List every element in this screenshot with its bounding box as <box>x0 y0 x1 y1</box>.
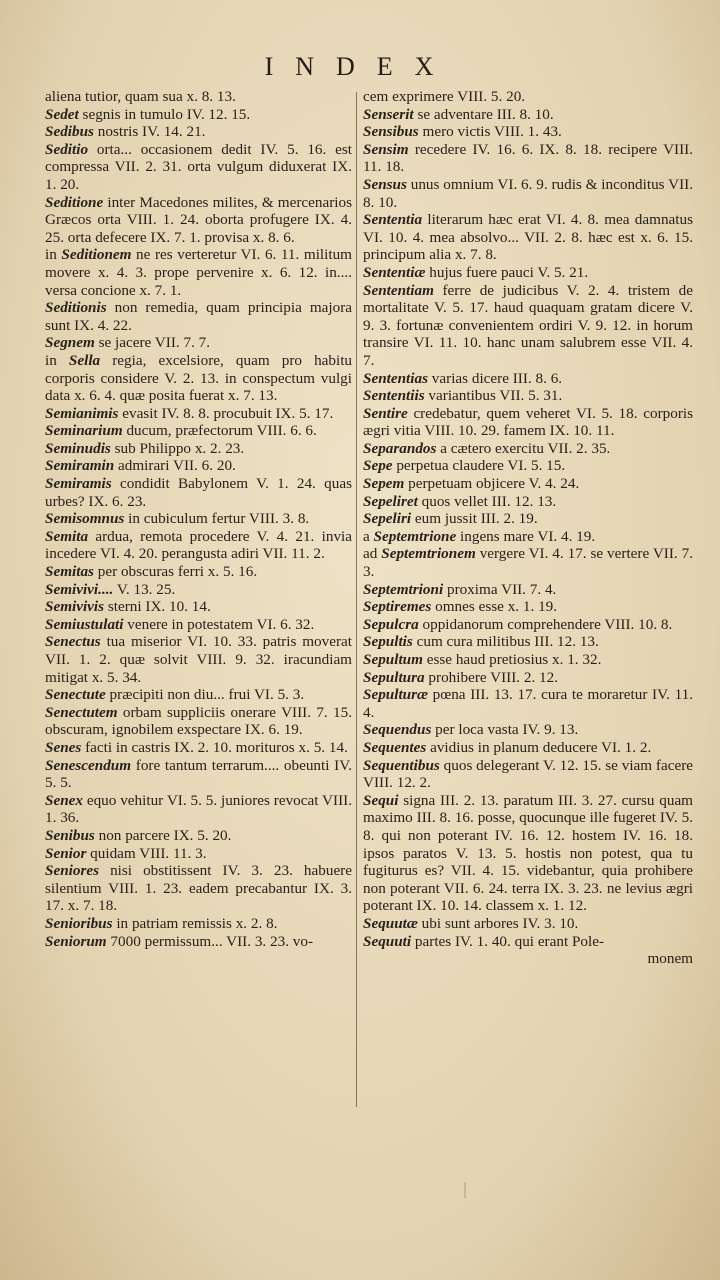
entry-headword: Sequi <box>363 791 399 809</box>
entry-headword: Sequendus <box>363 721 432 739</box>
index-entry <box>363 440 693 458</box>
entry-references: omnes esse x. 1. 19. <box>435 598 558 616</box>
index-entry <box>363 792 693 915</box>
entry-preposition: in <box>45 246 57 264</box>
index-entry <box>45 422 352 440</box>
entry-headword: Seditionis <box>45 299 107 317</box>
entry-references: fore tantum terrarum.... obeunti IV. 5. 5. <box>45 756 352 792</box>
index-entry <box>45 334 352 352</box>
index-entry <box>45 792 352 827</box>
continuation-line: aliena tutior, quam sua x. 8. 13. <box>45 88 236 105</box>
index-entry <box>363 475 693 493</box>
index-entry <box>363 598 693 616</box>
entry-references: literarum hæc erat VI. 4. 8. mea damnatus VI. 10. 4. mea absolvo... VII. 2. 8. hæc est x. 6. 15. principum alia x. 7. 8. <box>363 211 694 264</box>
entry-references: hujus fuere pauci V. 5. 21. <box>429 263 589 281</box>
entry-headword: Sententiæ <box>363 263 426 281</box>
index-entry <box>45 739 352 757</box>
index-entry <box>45 194 352 247</box>
entry-headword: Seminarium <box>45 422 123 440</box>
index-entry <box>45 352 352 405</box>
entry-references: proxima VII. 7. 4. <box>446 580 557 598</box>
entry-headword: Senectus <box>45 633 101 651</box>
entry-headword: Seditionem <box>61 246 132 264</box>
entry-references: ne res verteretur VI. 6. 11. militum movere x. 4. 3. prope pervenire x. 6. 12. in.... versa concione x. 7. 1. <box>45 246 352 299</box>
index-entry <box>45 757 352 792</box>
entry-references: condidit Babylonem V. 1. 24. quas urbes? IX. 6. 23. <box>45 475 352 510</box>
entry-headword: Senserit <box>363 105 414 123</box>
entry-headword: Seniorum <box>45 932 107 950</box>
entry-headword: Sequutæ <box>363 914 418 932</box>
entry-references: variantibus VII. 5. 31. <box>428 387 563 405</box>
index-entry <box>363 123 693 141</box>
index-entry <box>363 176 693 211</box>
index-entry <box>363 757 693 792</box>
entry-references: ingens mare VI. 4. 19. <box>460 527 596 545</box>
entry-headword: Sepultum <box>363 651 423 668</box>
entry-preposition: in <box>45 351 57 369</box>
entry-headword: Semiramis <box>45 475 112 493</box>
index-entry <box>45 598 352 616</box>
entry-references: perpetua claudere VI. 5. 15. <box>396 457 566 475</box>
index-entry <box>363 581 693 599</box>
entry-headword: Senex <box>45 791 83 809</box>
entry-references: quidam VIII. 11. 3. <box>90 844 207 862</box>
entry-references: se adventare III. 8. 10. <box>417 105 554 123</box>
entry-headword: Seditione <box>45 193 104 211</box>
entry-headword: Semita <box>45 527 89 545</box>
index-entry <box>45 686 352 704</box>
index-entry <box>45 862 352 915</box>
entry-references: ducum, præfectorum VIII. 6. 6. <box>126 422 317 440</box>
index-entry <box>45 475 352 510</box>
entry-headword: Sepultis <box>363 633 413 651</box>
index-entry <box>45 141 352 194</box>
entry-references: V. 13. 25. <box>116 580 176 598</box>
entry-headword: Sequentibus <box>363 756 440 774</box>
index-entry <box>45 616 352 634</box>
entry-references: vergere VI. 4. 17. se vertere VII. 7. 3. <box>363 545 694 581</box>
entry-references: orbam suppliciis onerare VIII. 7. 15. obscuram, ignobilem exspectare IX. 6. 19. <box>45 703 352 739</box>
entry-headword: Sensibus <box>363 123 419 141</box>
entry-headword: Senioribus <box>45 914 113 932</box>
index-entry <box>363 669 693 687</box>
entry-headword: Sequentes <box>363 738 427 756</box>
entry-references: pœna III. 13. 17. cura te moraretur IV. 11. 4. <box>363 686 693 721</box>
entry-references: ubi sunt arbores IV. 3. 10. <box>421 914 579 932</box>
entry-headword: Seniores <box>45 862 100 880</box>
entry-headword: Semivivis <box>45 598 105 616</box>
entry-headword: Sepeliri <box>363 510 412 528</box>
entry-headword: Sepeliret <box>363 492 418 510</box>
entry-headword: Sententias <box>363 369 428 387</box>
entry-references: non remedia, quam principia majora sunt IX. 4. 22. <box>45 299 352 334</box>
index-entry <box>45 440 352 458</box>
index-entry <box>363 106 693 124</box>
index-entry <box>363 739 693 757</box>
entry-headword: Sepultura <box>363 668 425 686</box>
index-entry <box>45 704 352 739</box>
index-entry <box>45 528 352 563</box>
index-entry <box>45 246 352 299</box>
entry-headword: Sedet <box>45 105 79 123</box>
entry-references: segnis in tumulo IV. 12. 15. <box>82 105 251 123</box>
entry-headword: Sedibus <box>45 123 94 141</box>
index-entry <box>363 633 693 651</box>
entry-headword: Sentire <box>363 404 408 422</box>
entry-headword: Sententiis <box>363 387 425 405</box>
index-entry <box>45 457 352 475</box>
entry-references: sub Philippo x. 2. 23. <box>114 439 245 457</box>
entry-references: mero victis VIII. 1. 43. <box>422 123 562 141</box>
entry-headword: Sella <box>68 351 101 369</box>
entry-references: præcipiti non diu... frui VI. 5. 3. <box>109 686 305 704</box>
index-entry <box>45 106 352 124</box>
entry-headword: Sepulturæ <box>363 686 428 704</box>
index-entry <box>45 827 352 845</box>
entry-headword: Sepe <box>363 457 393 475</box>
entry-references: venere in potestatem VI. 6. 32. <box>127 615 315 633</box>
entry-references: prohibere VIII. 2. 12. <box>428 668 559 686</box>
entry-references: per obscuras ferri x. 5. 16. <box>97 563 258 581</box>
entry-headword: Segnem <box>45 334 95 352</box>
index-entry <box>45 563 352 581</box>
page-mark <box>464 1182 466 1198</box>
index-entry <box>45 845 352 863</box>
entry-headword: Semiustulati <box>45 615 124 633</box>
entry-headword: Senes <box>45 738 82 756</box>
index-entry <box>363 651 693 669</box>
entry-references: esse haud pretiosius x. 1. 32. <box>426 651 602 668</box>
entry-references: non parcere IX. 5. 20. <box>98 826 232 844</box>
index-entry <box>363 510 693 528</box>
entry-references: orta... occasionem dedit IV. 5. 16. est compressa VII. 2. 31. orta vulgum diduxerat IX. 1. 20. <box>45 140 352 193</box>
index-entry <box>363 405 693 440</box>
index-entry <box>45 405 352 423</box>
entry-references: nostris IV. 14. 21. <box>97 123 206 141</box>
index-entry <box>363 933 693 951</box>
entry-references: admirari VII. 6. 20. <box>118 457 236 475</box>
entry-references: facti in castris IX. 2. 10. morituros x. 5. 14. <box>85 738 348 756</box>
entry-references: quos delegerant V. 12. 15. se viam facere VIII. 12. 2. <box>363 756 694 792</box>
index-entry <box>363 141 693 176</box>
entry-headword: Sepulcra <box>363 615 419 633</box>
index-entry <box>363 370 693 388</box>
entry-references: equo vehitur VI. 5. 5. juniores revocat VIII. 1. 36. <box>45 791 352 827</box>
page-header: INDEX <box>264 52 456 81</box>
entry-headword: Semianimis <box>45 404 119 422</box>
entry-headword: Septiremes <box>363 598 432 616</box>
entry-references: in cubiculum fertur VIII. 3. 8. <box>128 510 310 528</box>
entry-headword: Semisomnus <box>45 510 125 528</box>
entry-headword: Semivivi.... <box>45 580 114 598</box>
entry-preposition: ad <box>363 545 378 563</box>
entry-references: cum cura militibus III. 12. 13. <box>416 633 599 651</box>
index-entry <box>45 633 352 686</box>
index-entry <box>363 721 693 739</box>
entry-preposition: a <box>363 527 370 545</box>
left-entry-list <box>45 106 352 951</box>
index-entry <box>45 123 352 141</box>
index-entry <box>363 457 693 475</box>
entry-headword: Senibus <box>45 826 95 844</box>
entry-references: signa III. 2. 13. paratum III. 3. 27. cursu quam maximo III. 8. 16. posse, quocunque ille fugeret IV. 5. 8. qui non poterant IV. 16. 12. hostem IV. 16. 18. ipsos paratos V. 13. 5. hostis non potest, qua tu fugiturus es? VII. 4. 15. videbantur, quia prohibere non poterant VII. 6. 24. terra IX. 3. 23. ne levius ægri poterant IX. 10. 14. classem x. 1. 12. <box>363 791 694 915</box>
index-entry <box>45 581 352 599</box>
entry-headword: Separandos <box>363 439 437 457</box>
continuation-line: cem exprimere VIII. 5. 20. <box>363 88 526 105</box>
entry-references: sterni IX. 10. 14. <box>107 598 211 616</box>
entry-references: ardua, remota procedere V. 4. 21. invia incedere VI. 4. 20. perangusta adiri VII. 11. 2. <box>45 527 353 563</box>
entry-references: avidius in planum deducere VI. 1. 2. <box>430 738 652 756</box>
column-divider <box>356 92 357 1107</box>
entry-references: nisi obstitissent IV. 3. 23. habuere silentium VIII. 1. 23. eadem precabantur IX. 3. 17. x. 7. 18. <box>45 862 352 915</box>
index-entry <box>363 616 693 634</box>
entry-headword: Semiramin <box>45 457 115 475</box>
index-entry <box>363 915 693 933</box>
entry-references: quos vellet III. 12. 13. <box>421 492 557 510</box>
index-entry <box>363 545 693 580</box>
entry-references: in patriam remissis x. 2. 8. <box>116 914 278 932</box>
index-entry <box>363 264 693 282</box>
index-entry <box>45 915 352 933</box>
index-entry <box>45 933 352 951</box>
entry-references: tua miserior VI. 10. 33. patris moverat VII. 1. 2. quæ solvit VIII. 9. 32. iracundiam mitigat x. 5. 34. <box>45 633 352 686</box>
entry-references: 7000 permissum... VII. 3. 23. vo- <box>110 932 314 950</box>
catchword: monem <box>647 950 693 968</box>
entry-headword: Sensim <box>363 140 409 158</box>
index-entry <box>363 493 693 511</box>
left-column <box>45 88 352 950</box>
index-entry <box>45 299 352 334</box>
entry-references: regia, excelsiore, quam pro habitu corporis considere V. 2. 13. in conspectum vulgi data x. 6. 4. quæ posita fuerat x. 7. 13. <box>45 351 353 405</box>
index-entry <box>363 686 693 721</box>
entry-headword: Sententia <box>363 211 423 229</box>
entry-headword: Sententiam <box>363 281 434 299</box>
entry-references: recedere IV. 16. 6. IX. 8. 18. recipere VIII. 11. 18. <box>363 140 694 176</box>
entry-headword: Septemtrioni <box>363 580 444 598</box>
entry-references: evasit IV. 8. 8. procubuit IX. 5. 17. <box>122 404 334 422</box>
entry-headword: Senior <box>45 844 87 862</box>
entry-headword: Semitas <box>45 563 94 581</box>
entry-references: inter Macedones milites, & mercenarios Græcos orta VIII. 1. 24. oborta profugere IX. 4. 25. orta defecere IX. 7. 1. provisa x. 8. 6. <box>45 193 353 246</box>
entry-references: ferre de judicibus V. 2. 4. tristem de mortalitate V. 5. 17. haud quaquam gratam dicere V. 9. 3. fortunæ convenientem ordiri V. 9. 12. in horum transire VI. 11. 10. hanc unam salubrem esse VII. 4. 7. <box>363 281 693 369</box>
entry-headword: Sensus <box>363 175 407 193</box>
index-entry <box>363 211 693 264</box>
entry-headword: Sequuti <box>363 932 412 950</box>
entry-references: se jacere VII. 7. 7. <box>98 334 211 352</box>
entry-headword: Senectute <box>45 686 106 704</box>
entry-headword: Senescendum <box>45 756 132 774</box>
entry-headword: Senectutem <box>45 703 118 721</box>
entry-references: eum jussit III. 2. 19. <box>414 510 538 528</box>
entry-references: oppidanorum comprehendere VIII. 10. 8. <box>422 615 673 633</box>
entry-references: unus omnium VI. 6. 9. rudis & inconditus VII. 8. 10. <box>363 175 693 211</box>
entry-headword: Septemtrione <box>373 527 457 545</box>
entry-headword: Seminudis <box>45 439 111 457</box>
entry-references: per loca vasta IV. 9. 13. <box>435 721 579 739</box>
right-entry-list <box>363 106 693 951</box>
index-entry <box>45 510 352 528</box>
entry-references: a cætero exercitu VII. 2. 35. <box>440 439 611 457</box>
right-column <box>363 88 693 968</box>
entry-references: varias dicere III. 8. 6. <box>431 369 563 387</box>
entry-headword: Seditio <box>45 140 89 158</box>
entry-references: perpetuam objicere V. 4. 24. <box>408 475 580 493</box>
index-entry <box>363 387 693 405</box>
index-entry <box>363 282 693 370</box>
entry-references: credebatur, quem veheret VI. 5. 18. corporis ægri vitia VIII. 10. 29. famem IX. 10. 11. <box>363 404 694 440</box>
entry-headword: Sepem <box>363 475 405 493</box>
index-entry <box>363 528 693 546</box>
entry-references: partes IV. 1. 40. qui erant Pole- <box>414 932 605 950</box>
entry-headword: Septemtrionem <box>381 545 476 563</box>
